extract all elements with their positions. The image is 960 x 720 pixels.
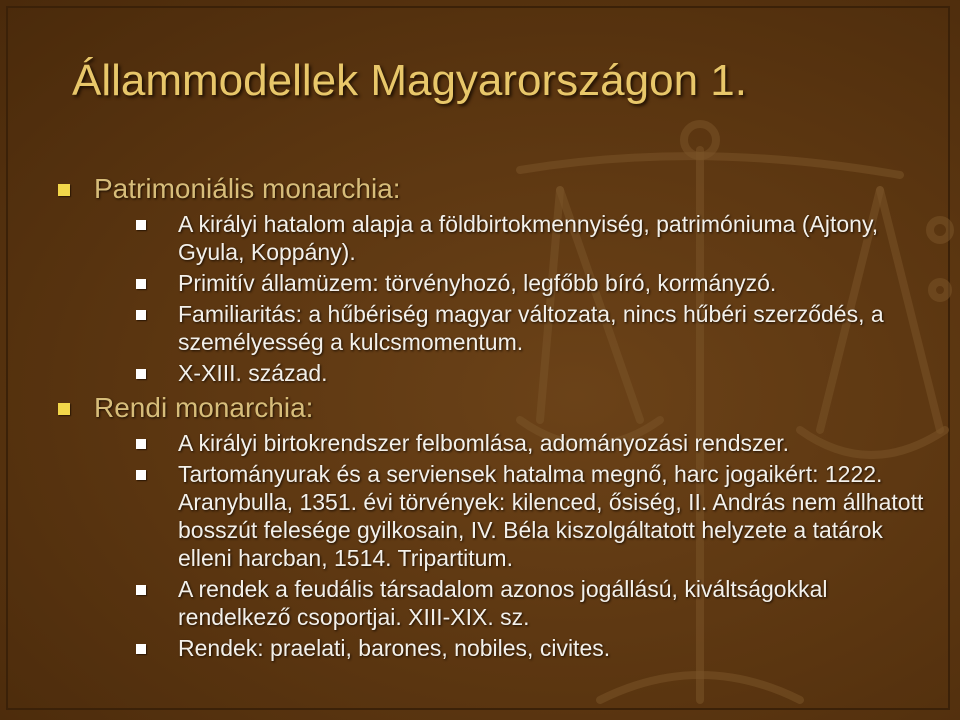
square-bullet-icon: [136, 439, 146, 449]
square-bullet-icon: [136, 585, 146, 595]
list-item: [136, 359, 938, 387]
list-item-text: Primitív államüzem: törvényhozó, legfőbb bíró, kormányzó.: [178, 270, 777, 296]
square-bullet-icon: [136, 369, 146, 379]
square-bullet-icon: [136, 279, 146, 289]
list-item: [136, 269, 938, 297]
section-heading: Rendi monarchia:: [94, 392, 314, 423]
square-bullet-icon: [136, 220, 146, 230]
section-heading: Patrimoniális monarchia:: [94, 173, 401, 204]
square-bullet-icon: [58, 184, 70, 196]
list-item-text: Tartományurak és a serviensek hatalma megnő, harc jogaikért: 1222. Aranybulla, 1351. évi törvények: kilenced, ősiség, II. András nem állhatott bosszút felesége gyilkosain, IV. Béla kiszolgáltatott helyzete a tatárok elleni harcban, 1514. Tripartitum.: [178, 461, 924, 571]
square-bullet-icon: [58, 403, 70, 415]
section-items: [94, 429, 938, 662]
list-item: [136, 460, 938, 572]
list-item: [136, 210, 938, 266]
list-item-text: A királyi birtokrendszer felbomlása, adományozási rendszer.: [178, 430, 790, 456]
list-item-text: A rendek a feudális társadalom azonos jogállású, kiváltságokkal rendelkező csoportjai. XIII-XIX. sz.: [178, 576, 828, 630]
list-item-text: Rendek: praelati, barones, nobiles, civites.: [178, 635, 611, 661]
square-bullet-icon: [136, 644, 146, 654]
slide-title: Állammodellek Magyarországon 1.: [72, 56, 747, 105]
list-item-text: A királyi hatalom alapja a földbirtokmennyiség, patrimóniuma (Ajtony, Gyula, Koppány).: [178, 211, 879, 265]
list-item: [136, 300, 938, 356]
square-bullet-icon: [136, 310, 146, 320]
list-item-text: Familiaritás: a hűbériség magyar változata, nincs hűbéri szerződés, a személyesség a kulcsmomentum.: [178, 301, 884, 355]
section-items: [94, 210, 938, 387]
slide-content: [58, 172, 938, 666]
list-item: [136, 634, 938, 662]
list-item: [136, 575, 938, 631]
section-patrimonial-monarchy: [58, 172, 938, 387]
section-estate-monarchy: [58, 391, 938, 662]
list-item-text: X-XIII. század.: [178, 360, 328, 386]
outline: [58, 172, 938, 662]
square-bullet-icon: [136, 470, 146, 480]
list-item: [136, 429, 938, 457]
